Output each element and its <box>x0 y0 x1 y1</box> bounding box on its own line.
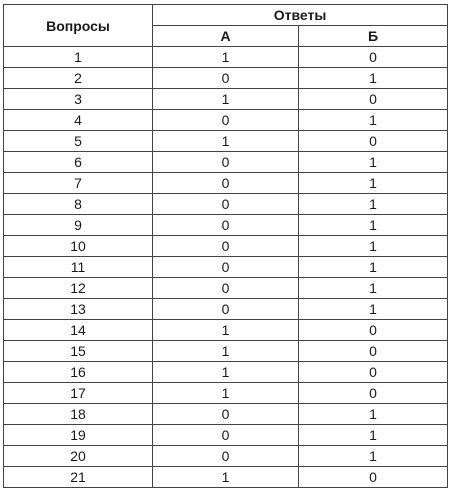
question-number-cell: 11 <box>4 257 153 278</box>
header-row-top <box>4 5 448 26</box>
answer-b-cell: 0 <box>299 362 448 383</box>
table-row <box>4 89 448 110</box>
answer-a-cell: 0 <box>153 425 299 446</box>
answer-b-cell: 1 <box>299 425 448 446</box>
answer-b-cell: 1 <box>299 257 448 278</box>
question-number-cell: 15 <box>4 341 153 362</box>
table-row <box>4 110 448 131</box>
header-answers: Ответы <box>153 5 448 26</box>
table-row <box>4 68 448 89</box>
table-row <box>4 173 448 194</box>
table-row <box>4 425 448 446</box>
answer-a-cell: 0 <box>153 236 299 257</box>
question-number-cell: 18 <box>4 404 153 425</box>
answer-a-cell: 0 <box>153 446 299 467</box>
question-number-cell: 8 <box>4 194 153 215</box>
table-row <box>4 194 448 215</box>
table-body <box>4 47 448 488</box>
table-row <box>4 278 448 299</box>
answer-b-cell: 0 <box>299 89 448 110</box>
answer-a-cell: 1 <box>153 341 299 362</box>
answer-a-cell: 1 <box>153 131 299 152</box>
question-number-cell: 16 <box>4 362 153 383</box>
question-number-cell: 7 <box>4 173 153 194</box>
table-row <box>4 131 448 152</box>
answer-b-cell: 1 <box>299 152 448 173</box>
answer-b-cell: 1 <box>299 173 448 194</box>
answer-a-cell: 1 <box>153 362 299 383</box>
question-number-cell: 1 <box>4 47 153 68</box>
table-row <box>4 383 448 404</box>
table-row <box>4 152 448 173</box>
header-col-b: Б <box>299 26 448 47</box>
question-number-cell: 5 <box>4 131 153 152</box>
answer-a-cell: 0 <box>153 173 299 194</box>
table-row <box>4 362 448 383</box>
answer-b-cell: 0 <box>299 47 448 68</box>
question-number-cell: 17 <box>4 383 153 404</box>
table-row <box>4 47 448 68</box>
answers-table-container <box>3 4 448 488</box>
table-row <box>4 320 448 341</box>
answer-a-cell: 1 <box>153 320 299 341</box>
question-number-cell: 2 <box>4 68 153 89</box>
answer-a-cell: 1 <box>153 383 299 404</box>
header-questions: Вопросы <box>4 5 153 47</box>
table-row <box>4 215 448 236</box>
table-row <box>4 341 448 362</box>
answer-b-cell: 1 <box>299 446 448 467</box>
question-number-cell: 19 <box>4 425 153 446</box>
question-number-cell: 21 <box>4 467 153 488</box>
answer-a-cell: 0 <box>153 278 299 299</box>
header-col-a: А <box>153 26 299 47</box>
answer-b-cell: 0 <box>299 341 448 362</box>
answer-b-cell: 1 <box>299 299 448 320</box>
question-number-cell: 6 <box>4 152 153 173</box>
answer-a-cell: 0 <box>153 194 299 215</box>
answer-b-cell: 1 <box>299 236 448 257</box>
answer-a-cell: 0 <box>153 68 299 89</box>
answer-a-cell: 0 <box>153 404 299 425</box>
answer-b-cell: 0 <box>299 131 448 152</box>
answer-a-cell: 1 <box>153 89 299 110</box>
answer-a-cell: 0 <box>153 257 299 278</box>
question-number-cell: 12 <box>4 278 153 299</box>
question-number-cell: 13 <box>4 299 153 320</box>
answer-b-cell: 1 <box>299 68 448 89</box>
answers-table <box>3 4 448 488</box>
table-row <box>4 404 448 425</box>
question-number-cell: 14 <box>4 320 153 341</box>
answer-b-cell: 1 <box>299 278 448 299</box>
question-number-cell: 4 <box>4 110 153 131</box>
question-number-cell: 9 <box>4 215 153 236</box>
question-number-cell: 20 <box>4 446 153 467</box>
answer-b-cell: 0 <box>299 320 448 341</box>
table-row <box>4 467 448 488</box>
answer-b-cell: 1 <box>299 110 448 131</box>
answer-a-cell: 1 <box>153 467 299 488</box>
answer-b-cell: 1 <box>299 215 448 236</box>
answer-a-cell: 0 <box>153 110 299 131</box>
answer-b-cell: 0 <box>299 383 448 404</box>
answer-a-cell: 0 <box>153 215 299 236</box>
answer-a-cell: 0 <box>153 152 299 173</box>
table-row <box>4 446 448 467</box>
question-number-cell: 3 <box>4 89 153 110</box>
answer-b-cell: 1 <box>299 404 448 425</box>
answer-a-cell: 1 <box>153 47 299 68</box>
table-row <box>4 257 448 278</box>
answer-b-cell: 0 <box>299 467 448 488</box>
question-number-cell: 10 <box>4 236 153 257</box>
answer-b-cell: 1 <box>299 194 448 215</box>
table-row <box>4 299 448 320</box>
table-row <box>4 236 448 257</box>
answer-a-cell: 0 <box>153 299 299 320</box>
